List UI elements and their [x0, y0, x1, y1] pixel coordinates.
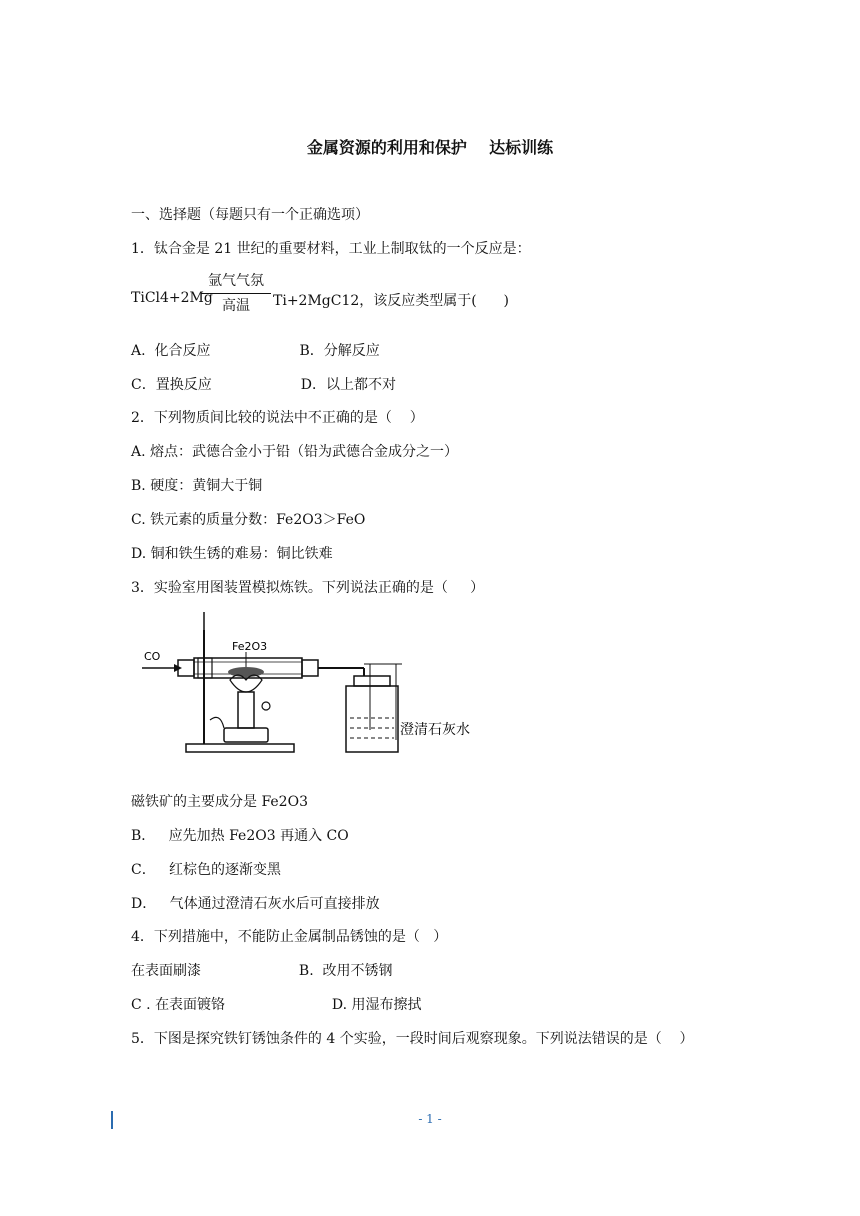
equation-products: Ti+2MgC12，该反应类型属于( ) — [273, 293, 509, 309]
equation-reactants: TiCl4+2Mg — [131, 290, 213, 306]
q2-stem: 2．下列物质间比较的说法中不正确的是（ ） — [131, 410, 424, 426]
reaction-conditions — [201, 272, 271, 315]
fe2o3-sample — [228, 667, 264, 677]
stopper-right — [302, 660, 318, 676]
q1-options-ab: A. 化合反应 B．分解反应 — [131, 343, 380, 359]
flask-stopper — [354, 676, 390, 686]
q4-options-ab: 在表面刷漆 B. 改用不锈钢 — [131, 963, 393, 979]
alcohol-burner-neck — [238, 692, 254, 728]
burner-knob — [262, 702, 270, 710]
page-title: 金属资源的利用和保护 达标训练 — [306, 138, 554, 157]
q5-stem: 5．下图是探究铁钉锈蚀条件的 4 个实验，一段时间后观察现象。下列说法错误的是（ ） — [131, 1031, 694, 1047]
fe2o3-label: Fe2O3 — [232, 640, 268, 653]
stand-base — [186, 744, 294, 752]
q4-options-cd: C . 在表面镀铬 D. 用湿布擦拭 — [131, 997, 422, 1013]
q3-option-c: C． 红棕色的逐渐变黑 — [131, 862, 282, 878]
burner-base — [224, 728, 268, 742]
condition-top: 氩气气氛 — [208, 273, 264, 289]
section-heading: 一、选择题（每题只有一个正确选项） — [131, 207, 369, 223]
q2-option-b: B. 硬度：黄铜大于铜 — [131, 478, 263, 494]
q1-options-cd: C．置换反应 D．以上都不对 — [131, 377, 396, 393]
page-number: - 1 - — [418, 1112, 442, 1126]
q1-stem: 1．钛合金是 21 世纪的重要材料，工业上制取钛的一个反应是： — [131, 241, 531, 257]
q1-equation — [131, 272, 731, 326]
co-label: CO — [144, 650, 161, 663]
q4-stem: 4．下列措施中，不能防止金属制品锈蚀的是（ ） — [131, 929, 448, 945]
limewater-label: 澄清石灰水 — [400, 722, 470, 738]
q3-option-b: B． 应先加热 Fe2O3 再通入 CO — [131, 828, 349, 844]
wash-bottle — [346, 686, 398, 752]
q2-option-d: D. 铜和铁生锈的难易：铜比铁难 — [131, 546, 333, 562]
q3-stem: 3．实验室用图装置模拟炼铁。下列说法正确的是（ ） — [131, 580, 485, 596]
q2-option-c: C. 铁元素的质量分数：Fe2O3＞FeO — [131, 512, 366, 528]
q2-option-a: A. 熔点：武德合金小于铅（铅为武德合金成分之一） — [131, 444, 459, 460]
iron-smelting-apparatus-figure — [138, 610, 488, 760]
reaction-arrow-line — [201, 293, 271, 294]
condition-bottom: 高温 — [222, 298, 250, 314]
q3-option-a: 磁铁矿的主要成分是 Fe2O3 — [131, 794, 308, 810]
q3-option-d: D． 气体通过澄清石灰水后可直接排放 — [131, 896, 380, 912]
